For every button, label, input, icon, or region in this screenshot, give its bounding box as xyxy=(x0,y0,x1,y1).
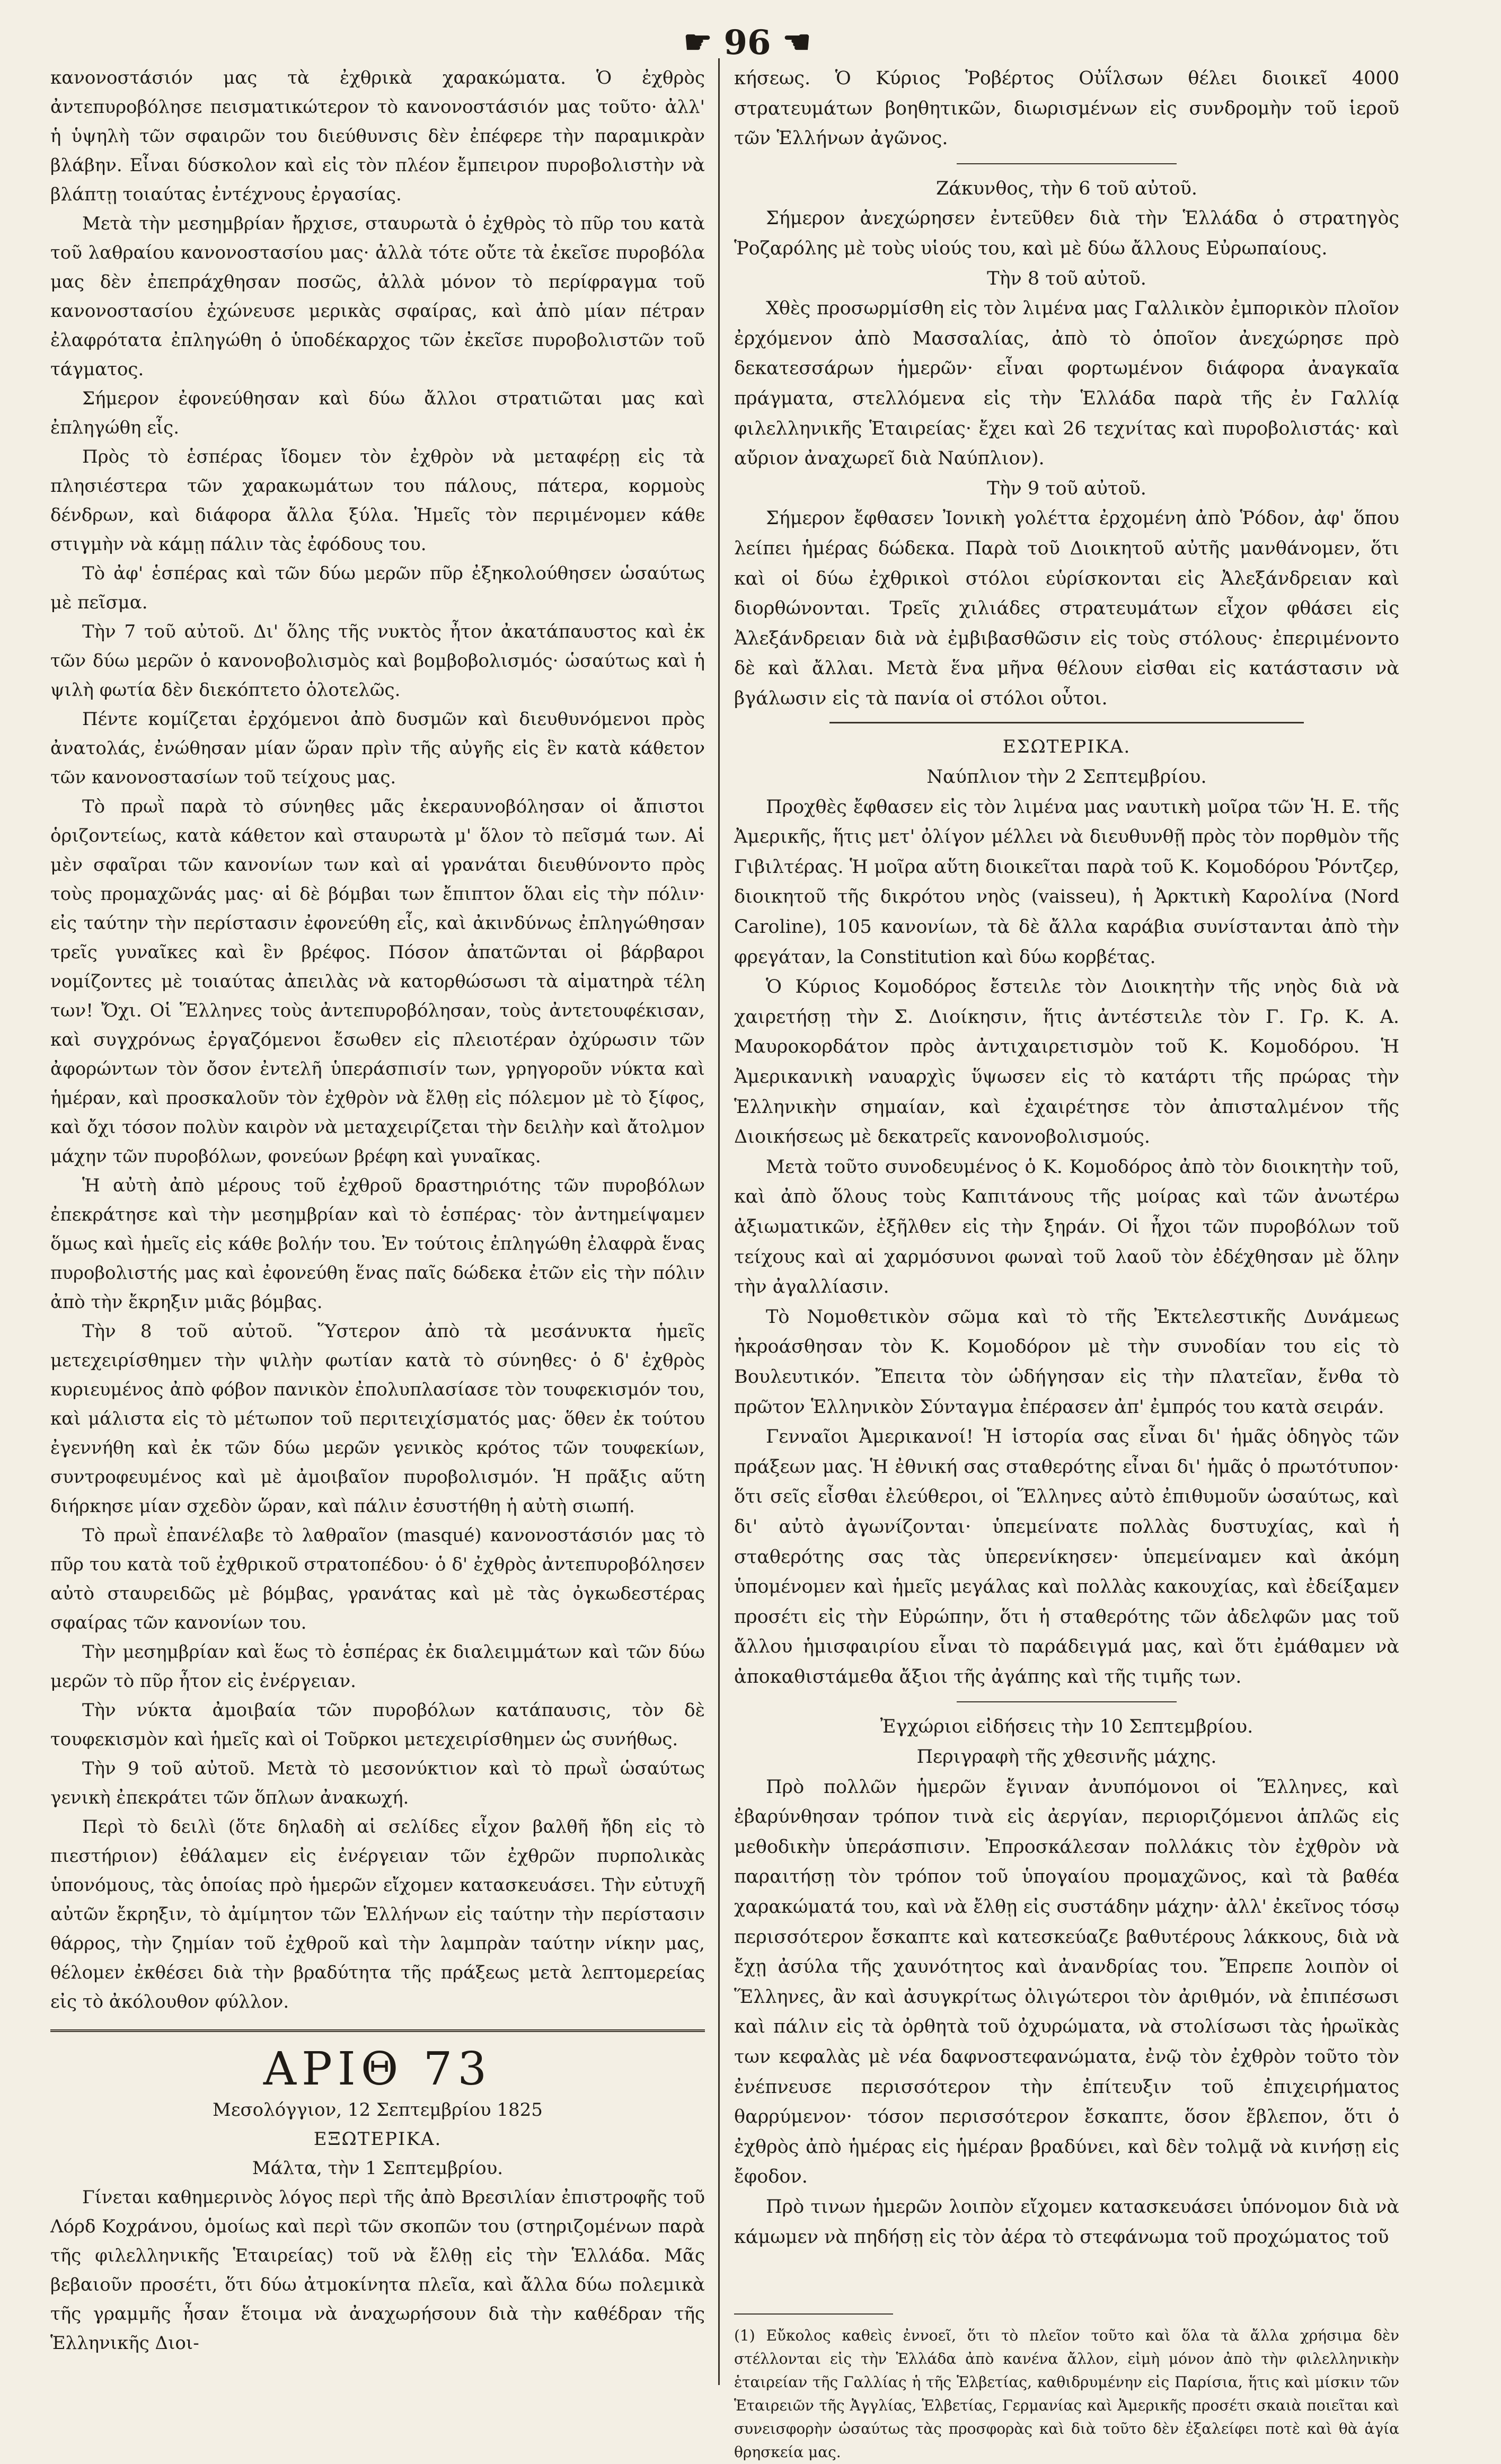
left-column-paragraph: Τὸ ἀφ' ἑσπέρας καὶ τῶν δύω μερῶν πῦρ ἐξηκολούθησεν ὡσαύτως μὲ πεῖσμα. xyxy=(50,563,705,613)
nafplio-paragraph-2: Ὁ Κύριος Κομοδόρος ἔστειλε τὸν Διοικητὴν τῆς νηὸς διὰ νὰ χαιρετήσῃ τὴν Σ. Διοίκησιν, ἥτις ἀντέστειλε τὸν Γ. Γρ. Κ. Α. Μαυροκορδάτον πρὸς ἀντιχαιρετισμὸν τοῦ Κ. Κομοδόρου. Ἡ Ἀμερικανικὴ ναυαρχὶς ὕψωσεν εἰς τὸ κατάρτι τῆς πρώρας τὴν Ἑλληνικὴν σημαίαν, καὶ ἐχαιρέτησε τὸν ἀπισταλμένον τῆς Διοικήσεως μὲ δεκατρεῖς κανονοβολισμούς. xyxy=(734,976,1399,1148)
issue-place-date: Μεσολόγγιον, 12 Σεπτεμβρίου 1825 xyxy=(213,2099,543,2121)
left-column-paragraph: κανονοστάσιόν μας τὰ ἐχθρικὰ χαρακώματα. Ὁ ἐχθρὸς ἀντεπυροβόλησε πεισματικώτερον τὸ κανονοστάσιόν μας τοῦτο· ἀλλ' ἡ ὑψηλὴ τῶν σφαιρῶν του διεύθυνσις δὲν ἐπέφερε τὴν παραμικρὰν βλάβην. Εἶναι δύσκολον καὶ εἰς τὸν πλέον ἔμπειρον πυροβολιστὴν νὰ βλάπτῃ τοιαύτας ἐντέχνους ἐργασίας. xyxy=(50,67,705,205)
section-heading-esoterika: ΕΣΩΤΕΡΙΚΑ. xyxy=(1002,736,1131,758)
nafplio-paragraph-3: Μετὰ τοῦτο συνοδευμένος ὁ Κ. Κομοδόρος ἀπὸ τὸν διοικητὴν τοῦ, καὶ ἀπὸ ὅλους τοὺς Καπιτάνους τῆς μοίρας καὶ τῶν ἀνωτέρω ἀξιωματικῶν, ἐξῆλθεν εἰς τὴν ξηράν. Οἱ ἦχοι τῶν πυροβόλων τοῦ τείχους καὶ αἱ χαρμόσυνοι φωναὶ τοῦ λαοῦ τὸν ἐδέχθησαν μὲ ὅλην τὴν ἀγαλλίασιν. xyxy=(734,1156,1399,1298)
page-number: 96 xyxy=(723,22,771,63)
date-9-paragraph: Σήμερον ἔφθασεν Ἰονικὴ γολέττα ἐρχομένη ἀπὸ Ῥόδον, ἀφ' ὅπου λείπει ἡμέρας δώδεκα. Παρὰ τοῦ Διοικητοῦ αὐτῆς μανθάνομεν, ὅτι καὶ οἱ δύω ἐχθρικοὶ στόλοι εὑρίσκονται εἰς Ἀλεξάνδρειαν καὶ διορθώνονται. Τρεῖς χιλιάδες στρατευμάτων εἶχον φθάσει εἰς Ἀλεξάνδρειαν διὰ νὰ ἐμβιβασθῶσιν εἰς τοὺς στόλους· ἐπεριμένοντο δὲ καὶ ἄλλαι. Μετὰ ἕνα μῆνα θέλουν εἰσθαι εἰς κατάστασιν νὰ βγάλωσιν εἰς τὰ πανία οἱ στόλοι οὗτοι. xyxy=(734,508,1399,709)
left-column-paragraph: Τὸ πρωῒ παρὰ τὸ σύνηθες μᾶς ἐκεραυνοβόλησαν οἱ ἄπιστοι ὁριζοντείως, κατὰ κάθετον καὶ σταυρωτὰ μ' ὅλον τὸ πεῖσμά των. Αἱ μὲν σφαῖραι τῶν κανονίων των καὶ αἱ γρανάται διευθύνοντο πρὸς τοὺς προμαχῶνάς μας· αἱ δὲ βόμβαι των ἔπιπτον ὅλαι εἰς τὴν πόλιν· εἰς ταύτην τὴν περίστασιν ἐφονεύθη εἷς, καὶ ἀκινδύνως ἐπληγώθησαν τρεῖς γυναῖκες καὶ ἓν βρέφος. Πόσον ἀπατῶνται οἱ βάρβαροι νομίζοντες μὲ τοιαύτας ἀπειλὰς νὰ κατορθώσωσι τὰ αἱματηρὰ τέλη των! Ὄχι. Οἱ Ἕλληνες τοὺς ἀντεπυροβόλησαν, τοὺς ἀντετουφέκισαν, καὶ συγχρόνως ἐργαζόμενοι ἔσωθεν εἰς πλειοτέραν ὀχύρωσιν τῶν ἀφορώντων τὸν ὄσον ἐντελῆ ὑπεράσπισίν των, γρηγοροῦν νύκτα καὶ ἡμέραν, καὶ προσκαλοῦν τὸν ἐχθρὸν νὰ ἔλθῃ εἰς πόλεμον μὲ τὸ ξίφος, καὶ ὄχι τόσον πολὺν καιρὸν νὰ μεταχειρίζεται τὴν δειλὴν καὶ ἄτολμον μάχην τῶν πυροβόλων, φονεύων βρέφη καὶ γυναῖκας. xyxy=(50,796,705,1167)
footnote: (1) Εὔκολος καθεὶς ἐννοεῖ, ὅτι τὸ πλεῖον τοῦτο καὶ ὅλα τὰ ἄλλα χρήσιμα δὲν στέλλονται εἰς τὴν Ἑλλάδα ἀπὸ κανένα ἄλλον, εἰμὴ μόνον ἀπὸ τὴν φιλελληνικὴν ἑταιρείαν τῆς Γαλλίας ἡ τῆς Ἑλβετίας, καθιδρυμένην εἰς Παρίσια, ἥτις καὶ μίσκιν τῶν Ἑταιρειῶν τῆς Ἀγγλίας, Ἑλβετίας, Γερμανίας καὶ Ἀμερικῆς προσέτι σκαιὰ ποιεῖται καὶ συνεισφορὴν ὡσαύτως τὰς προσφορὰς καὶ διὰ τοῦτο δὲν ἐξαλείφει ποτὲ καὶ θὰ ἁγία θρησκεία μας. xyxy=(734,2327,1399,2461)
column-divider xyxy=(718,58,720,2385)
left-column-paragraph: Πέντε κομίζεται ἐρχόμενοι ἀπὸ δυσμῶν καὶ διευθυνόμενοι πρὸς ἀνατολάς, ἐνώθησαν μίαν ὥραν πρὶν τῆς αὐγῆς εἰς ἓν κατὰ κάθετον τῶν κανονοστασίων τοῦ τείχους μας. xyxy=(50,709,705,788)
malta-paragraph: Γίνεται καθημερινὸς λόγος περὶ τῆς ἀπὸ Βρεσιλίαν ἐπιστροφῆς τοῦ Λόρδ Κοχράνου, ὁμοίως καὶ περὶ τῶν σκοπῶν του (στηριζομένων παρὰ τῆς φιλελληνικῆς Ἑταιρείας) τοῦ νὰ ἔλθῃ εἰς τὴν Ἑλλάδα. Μᾶς βεβαιοῦν προσέτι, ὅτι δύω ἀτμοκίνητα πλεῖα, καὶ ἄλλα δύω πολεμικὰ τῆς γραμμῆς ἦσαν ἕτοιμα νὰ ἀναχωρήσουν διὰ τὴν καθέδραν τῆς Ἑλληνικῆς Διοι- xyxy=(50,2187,705,2354)
left-column-paragraph: Τὸ πρωῒ ἐπανέλαβε τὸ λαθραῖον (masqué) κανονοστάσιόν μας τὸ πῦρ του κατὰ τοῦ ἐχθρικοῦ στρατοπέδου· ὁ δ' ἐχθρὸς ἀντεπυροβόλησεν αὐτὸ σταυρειδῶς μὲ βόμβας, γρανάτας καὶ μὲ τὰς ὀγκωδεστέρας σφαίρας τῶν κανονίων του. xyxy=(50,1525,705,1633)
left-column-paragraph: Μετὰ τὴν μεσημβρίαν ἤρχισε, σταυρωτὰ ὁ ἐχθρὸς τὸ πῦρ του κατὰ τοῦ λαθραίου κανονοστασίου μας· ἀλλὰ τότε οὔτε τὰ ἐκεῖσε πυροβόλα μας δὲν ἐπεπράχθησαν ποσῶς, ἀλλὰ μόνον τὸ περίφραγμα τοῦ κανονοστασίου ἐχώνευσε μερικὰς σφαίρας, καὶ ἀπὸ μίαν πέτραν ἐλαφρότατα ἐπληγώθη ὁ ὑποδέκαρχος τῶν ἐκεῖσε πυροβολιστῶν τοῦ τάγματος. xyxy=(50,213,705,380)
left-column-paragraph: Σήμερον ἐφονεύθησαν καὶ δύω ἄλλοι στρατιῶται μας καὶ ἐπληγώθη εἷς. xyxy=(50,388,705,438)
nafplio-paragraph-1: Προχθὲς ἔφθασεν εἰς τὸν λιμένα μας ναυτικὴ μοῖρα τῶν Ἡ. Ε. τῆς Ἀμερικῆς, ἥτις μετ' ὀλίγον μέλλει νὰ διευθυνθῇ πρὸς τὸν πορθμὸν τῆς Γιβιλτέρας. Ἡ μοῖρα αὕτη διοικεῖται παρὰ τοῦ Κ. Κομοδόρου Ῥόντζερ, διοικητοῦ τῆς δικρότου νηὸς (vaisseu), ἡ Ἀρκτικὴ Καρολίνα (Nord Caroline), 105 κανονίων, τὰ δὲ ἄλλα καράβια συνίστανται ἀπὸ τὴν φρεγάταν, la Constitution καὶ δύω κορβέτας. xyxy=(734,796,1399,968)
left-column-paragraph: Ἡ αὐτὴ ἀπὸ μέρους τοῦ ἐχθροῦ δραστηριότης τῶν πυροβόλων ἐπεκράτησε καὶ τὴν μεσημβρίαν καὶ τὸ ἑσπέρας· τὸν ἀντημείψαμεν ὅμως καὶ ἡμεῖς εἰς κάθε βολήν του. Ἐν τούτοις ἐπληγώθη ἐλαφρὰ ἕνας πυροβολιστής μας καὶ ἐφονεύθη ἕνας παῖς δώδεκα ἐτῶν εἰς τὴν πόλιν ἀπὸ τὴν ἔκρηξιν μιᾶς βόμβας. xyxy=(50,1175,705,1313)
left-column-paragraph: Τὴν νύκτα ἀμοιβαία τῶν πυροβόλων κατάπαυσις, τὸν δὲ τουφεκισμὸν καὶ ἡμεῖς καὶ οἱ Τοῦρκοι μετεχειρίσθημεν ὡς συνήθως. xyxy=(50,1700,705,1750)
local-news-subheading: Περιγραφὴ τῆς χθεσινῆς μάχης. xyxy=(916,1746,1217,1768)
pointing-hand-right-icon: ☚ xyxy=(782,24,811,61)
footnote-rule xyxy=(734,2313,893,2315)
date-8-paragraph: Χθὲς προσωρμίσθη εἰς τὸν λιμένα μας Γαλλικὸν ἐμπορικὸν πλοῖον ἐρχόμενον ἀπὸ Μασσαλίας, ἀπὸ τὸ ὁποῖον ἀνεχώρησε πρὸ δεκατεσσάρων ἡμερῶν· εἶναι φορτωμένον διάφορα ἀναγκαῖα πράγματα, στελλόμενα εἰς τὴν Ἑλλάδα παρὰ τῆς ἐν Γαλλίᾳ φιλελληνικῆς Ἑταιρείας· ἔχει καὶ 26 τεχνίτας καὶ πυροβολιστάς· καὶ αὔριον ἀναχωρεῖ διὰ Ναύπλιον). xyxy=(734,298,1399,470)
right-column xyxy=(734,64,1399,2252)
separator-rule-2 xyxy=(957,1701,1177,1702)
left-column-paragraphs xyxy=(50,64,705,2017)
zakynthos-dateline: Ζάκυνθος, τὴν 6 τοῦ αὐτοῦ. xyxy=(935,178,1198,199)
local-news-heading: Ἐγχώριοι εἰδήσεις τὴν 10 Σεπτεμβρίου. xyxy=(880,1716,1253,1738)
malta-dateline: Μάλτα, τὴν 1 Σεπτεμβρίου. xyxy=(252,2158,504,2179)
left-column-paragraph: Τὴν 9 τοῦ αὐτοῦ. Μετὰ τὸ μεσονύκτιον καὶ τὸ πρωῒ ὡσαύτως γενικὴ ἐπεκράτει τῶν ὅπλων ἀνακωχή. xyxy=(50,1758,705,1808)
date-8-heading: Τὴν 8 τοῦ αὐτοῦ. xyxy=(987,268,1146,289)
left-column-paragraph: Τὴν μεσημβρίαν καὶ ἕως τὸ ἑσπέρας ἐκ διαλειμμάτων καὶ τῶν δύω μερῶν τὸ πῦρ ἦτον εἰς ἐνέργειαν. xyxy=(50,1641,705,1692)
left-column-paragraph: Περὶ τὸ δειλὶ (ὅτε δηλαδὴ αἱ σελίδες εἶχον βαλθῆ ἤδη εἰς τὸ πιεστήριον) ἐθάλαμεν εἰς ἐνέργειαν τῶν ἐχθρῶν πυρπολικὰς ὑπονόμους, τὰς ὁποίας πρὸ ἡμερῶν εἴχομεν κατασκευάσει. Τὴν εὐτυχῆ αὐτῶν ἔκρηξιν, τὸ ἀμίμητον τῶν Ἑλλήνων εἰς ταύτην τὴν περίστασιν θάρρος, τὴν ζημίαν τοῦ ἐχθροῦ καὶ τὴν λαμπρὰν ταύτην νίκην μας, θέλομεν ἐκθέσει διὰ τὴν βραδύτητα τῆς πράξεως μετὰ λεπτομερείας εἰς τὸ ἀκόλουθον φύλλον. xyxy=(50,1816,705,2012)
local-news-paragraph-2: Πρὸ τινων ἡμερῶν λοιπὸν εἴχομεν κατασκευάσει ὑπόνομον διὰ νὰ κάμωμεν νὰ πηδήσῃ εἰς τὸν ἀέρα τὸ στεφάνωμα τοῦ προχώματος τοῦ xyxy=(734,2196,1399,2248)
left-column-paragraph: Τὴν 7 τοῦ αὐτοῦ. Δι' ὅλης τῆς νυκτὸς ἦτον ἀκατάπαυστος καὶ ἐκ τῶν δύω μερῶν ὁ κανονοβολισμὸς καὶ βομβοβολισμός· ὡσαύτως καὶ ἡ ψιλὴ φωτία δὲν διεκόπτετο ὁλοτελῶς. xyxy=(50,621,705,701)
page-number-header xyxy=(657,16,837,69)
issue-heading: ΑΡΙΘ 73 xyxy=(263,2043,492,2096)
separator-rule xyxy=(957,163,1177,164)
right-column-continuation: κήσεως. Ὁ Κύριος Ῥοβέρτος Οὐΐλσων θέλει διοικεῖ 4000 στρατευμάτων βοηθητικῶν, διωρισμένων εἰς συνδρομὴν τοῦ ἱεροῦ τῶν Ἑλλήνων ἀγῶνος. xyxy=(734,68,1399,149)
left-column-paragraph: Τὴν 8 τοῦ αὐτοῦ. Ὕστερον ἀπὸ τὰ μεσάνυκτα ἡμεῖς μετεχειρίσθημεν τὴν ψιλὴν φωτίαν κατὰ τὸ σύνηθες· ὁ δ' ἐχθρὸς κυριευμένος ἀπὸ φόβον πανικὸν ἐπολυπλασίασε τὸν τουφεκισμόν του, καὶ μάλιστα εἰς τὸ μέτωπον τοῦ περιτειχίσματός μας· ὅθεν ἐκ τούτου ἐγεννήθη καὶ ἐκ τῶν δύω μερῶν γενικὸς κρότος τῶν τουφεκίων, συντροφευμένος καὶ μὲ ἀμοιβαῖον πυροβολισμόν. Ἡ πρᾶξις αὕτη διήρκησε μίαν σχεδὸν ὥραν, καὶ πάλιν ἐσυστήθη ἡ αὐτὴ σιωπή. xyxy=(50,1321,705,1517)
left-column xyxy=(50,64,705,2358)
section-rule xyxy=(829,722,1304,723)
date-9-heading: Τὴν 9 τοῦ αὐτοῦ. xyxy=(987,478,1146,499)
local-news-paragraph-1: Πρὸ πολλῶν ἡμερῶν ἔγιναν ἀνυπόμονοι οἱ Ἕλληνες, καὶ ἐβαρύνθησαν τρόπον τινὰ εἰς ἀεργίαν, περιοριζόμενοι ἁπλῶς εἰς μεθοδικὴν ὑπεράσπισιν. Ἐπροσκάλεσαν πολλάκις τὸν ἐχθρὸν νὰ παραιτήσῃ τὸν τρόπον τοῦ ὑπογαίου προμαχῶνος, καὶ τὰ βαθέα χαρακώματά του, καὶ νὰ ἔλθῃ εἰς συστάδην μάχην· ἀλλ' ἐκεῖνος τόσῳ περισσότερον ἔσκαπτε καὶ κατεσκεύαζε βαθυτέρους λάκκους, διὰ νὰ ἔχῃ ἀσύλα τῆς χαυνότητος καὶ ἀνανδρίας του. Ἔπρεπε λοιπὸν οἱ Ἕλληνες, ἂν καὶ ἀσυγκρίτως ὀλιγώτεροι τὸν ἀριθμόν, νὰ ἐπιπέσωσι καὶ πάλιν εἰς τὰ ὀρθητὰ τοῦ ὀχυρώματα, νὰ στολίσωσι τὰς ἡρωϊκὰς των κεφαλὰς μὲ νέα δαφνοστεφανώματα, ἐνῷ τὸν ἐχθρὸν τοῦτο τὸν ἐνέπνευσε περισσότερον τὴν ἐπίτευξιν τοῦ ἐπιχειρήματος θαρρύμενον· τόσον περισσότερον ἔσκαπτε, ὅσον ἔβλεπον, ὅτι ὁ ἐχθρὸς ἀπὸ ἡμέρας εἰς ἡμέραν βραδύνει, καὶ δὲν τολμᾷ νὰ κινήσῃ εἰς ἔφοδον. xyxy=(734,1776,1399,2188)
issue-divider xyxy=(50,2029,705,2032)
nafplio-paragraph-4: Τὸ Νομοθετικὸν σῶμα καὶ τὸ τῆς Ἐκτελεστικῆς Δυνάμεως ἠκροάσθησαν τὸν Κ. Κομοδόρον μὲ τὴν συνοδίαν του εἰς τὸ Βουλευτικόν. Ἔπειτα τὸν ὡδήγησαν εἰς τὴν πλατεῖαν, ἔνθα τὸ πρῶτον Ἑλληνικὸν Σύνταγμα ἐπέρασεν ἀπ' ἐμπρός του κατὰ σειράν. xyxy=(734,1306,1399,1418)
zakynthos-paragraph: Σήμερον ἀνεχώρησεν ἐντεῦθεν διὰ τὴν Ἑλλάδα ὁ στρατηγὸς Ῥοζαρόλης μὲ τοὺς υἱούς του, καὶ μὲ δύω ἄλλους Εὐρωπαίους. xyxy=(734,208,1399,259)
section-heading-exoterika: ΕΞΩΤΕΡΙΚΑ. xyxy=(313,2129,442,2150)
nafplio-paragraph-5: Γενναῖοι Ἀμερικανοί! Ἡ ἱστορία σας εἶναι δι' ἡμᾶς ὁδηγὸς τῶν πράξεων μας. Ἡ ἐθνική σας σταθερότης εἶναι δι' ἡμᾶς ὁ πρωτότυπον· ὅτι σεῖς εἶσθαι ἐλεύθεροι, οἱ Ἕλληνες αὐτὸ ἐπιθυμοῦν ὡσαύτως, καὶ δι' αὐτὸ ἀγωνίζονται· ὑπεμείνατε πολλὰς δυστυχίας, καὶ ἡ σταθερότης σας τὰς ὑπερενίκησεν· ὑπεμείναμεν καὶ ἀκόμη ὑπομένομεν καὶ ἡμεῖς μεγάλας καὶ πολλὰς κακουχίας, καὶ ἐδείξαμεν προσέτι εἰς τὴν Εὐρώπην, ὅτι ἡ σταθερότης τῶν ἀδελφῶν μας τοῦ ἄλλου ἡμισφαιρίου εἶναι τὸ παράδειγμά μας, καὶ ὅτι ἐμάθαμεν νὰ ἀποκαθιστάμεθα ἄξιοι τῆς ἀγάπης καὶ τῆς τιμῆς των. xyxy=(734,1426,1399,1688)
nafplio-dateline: Ναύπλιον τὴν 2 Σεπτεμβρίου. xyxy=(926,766,1207,788)
pointing-hand-left-icon: ☛ xyxy=(683,24,712,61)
left-column-paragraph: Πρὸς τὸ ἑσπέρας ἴδομεν τὸν ἐχθρὸν νὰ μεταφέρῃ εἰς τὰ πλησιέστερα τῶν χαρακωμάτων του πάλους, πάτερα, κορμοὺς δένδρων, καὶ διάφορα ἄλλα ξύλα. Ἡμεῖς τὸν περιμένομεν κάθε στιγμὴν νὰ κάμῃ πάλιν τὰς ἐφόδους του. xyxy=(50,446,705,555)
